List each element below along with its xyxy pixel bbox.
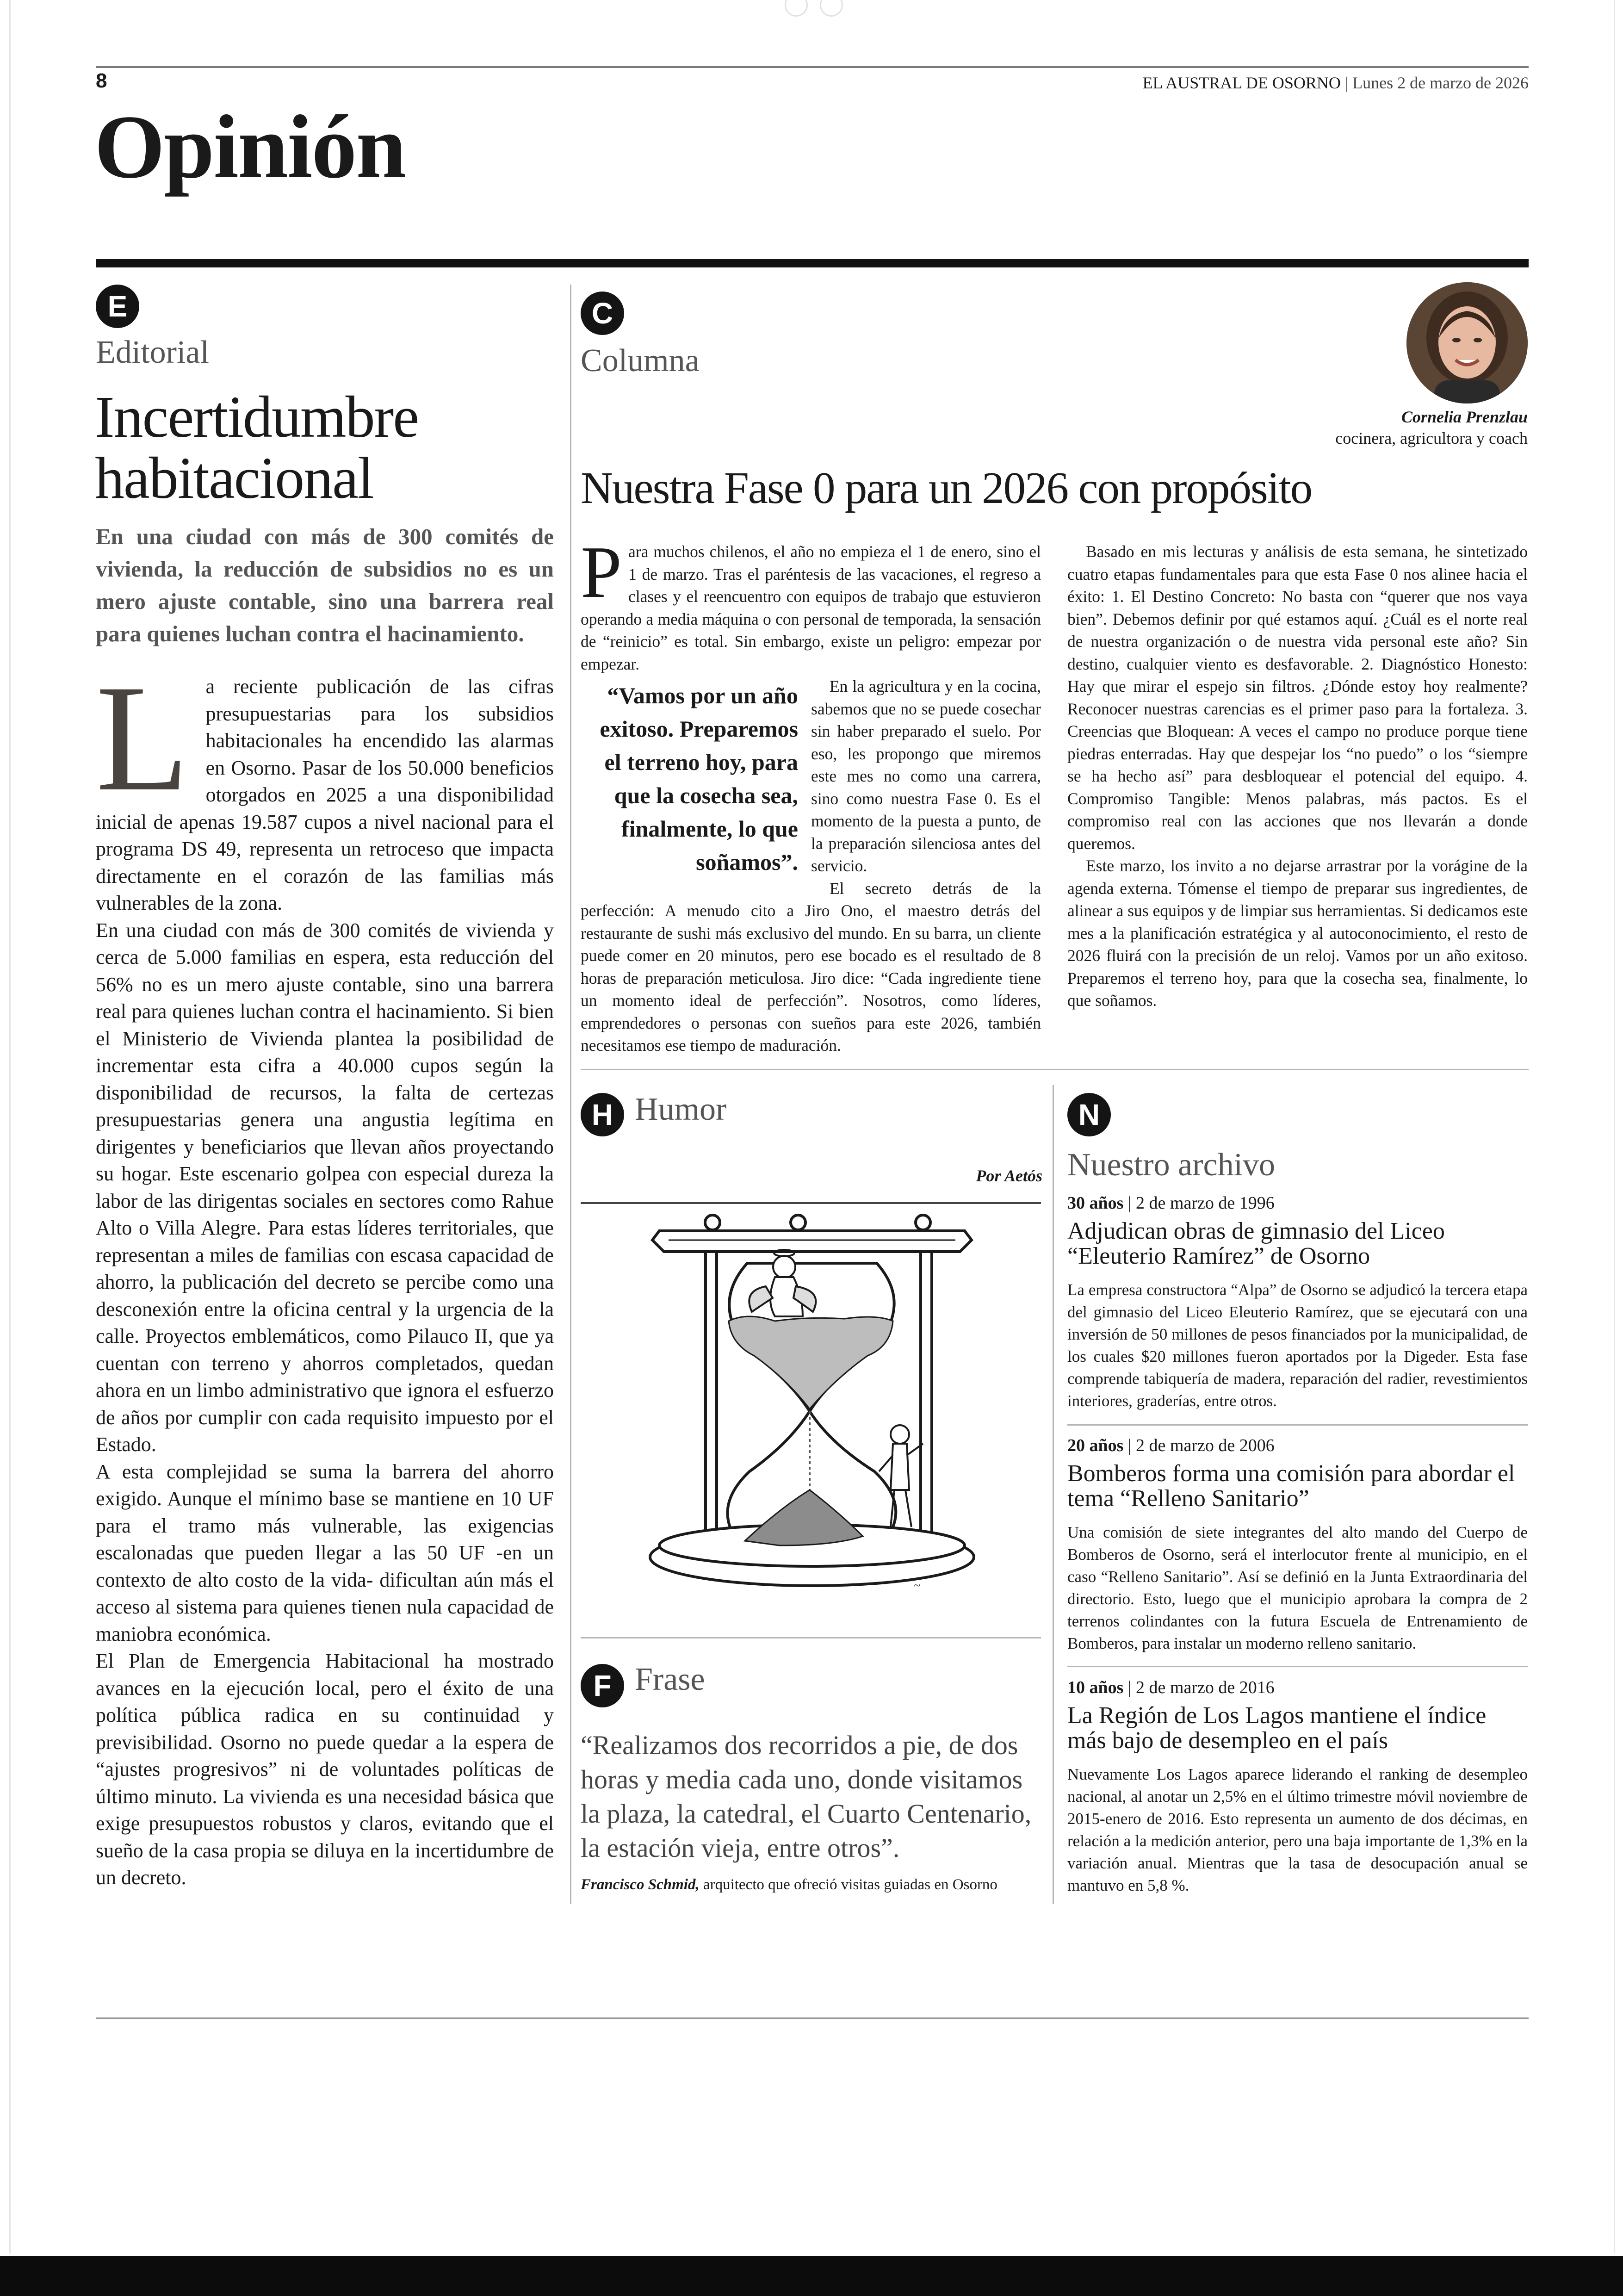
column-para-1-text: ara muchos chilenos, el año no empieza el 1 de enero, sino el 1 de marzo. Tras el paréntesis de las vacaciones, el regreso a clases y el reencuentro con equipos de trabajo que estuvieron operando a media máquina o con personal de temporada, la sensación de “reinicio” es total. Sin embargo, existe un peligro: empezar por empezar. — [581, 542, 1041, 673]
column-badge: C — [581, 292, 624, 335]
archive-item-1-headline: Adjudican obras de gimnasio del Liceo “Eleuterio Ramírez” de Osorno — [1067, 1218, 1445, 1269]
svg-text:~: ~ — [914, 1579, 921, 1592]
author-portrait-icon — [1406, 282, 1528, 403]
editorial-title — [95, 386, 418, 509]
archive-item-3 — [1067, 1677, 1528, 1897]
author-role: cocinera, agricultora y coach — [1335, 429, 1528, 447]
archive-item-3-text: Nuevamente Los Lagos aparece liderando el ranking de desempleo nacional, al anotar un 2,5% en el último trimestre móvil noviembre de 2015-enero de 2016. Esto representa un aumento de dos décimas, en relación a la medición anterior, pero una baja importante de 1,3% en la variación anual. Mientras que la tasa de desocupación anual se mantuvo en 5,8 %. — [1067, 1765, 1528, 1894]
archive-item-2-date — [1067, 1435, 1528, 1456]
archive-badge: N — [1067, 1093, 1111, 1136]
column-para-2: En la agricultura y en la cocina, sabemos que no se puede cosechar sin haber preparado el suelo. Por eso, les propongo que miremos este mes no como una carrera, sino como nuestra Fase 0. Es el momento de la puesta a punto, de la preparación silenciosa antes del servicio. — [811, 677, 1041, 875]
header-top-rule — [96, 66, 1529, 68]
viewer-dot-left — [785, 0, 808, 17]
masthead — [1143, 73, 1529, 93]
editorial-column-divider — [570, 285, 571, 1904]
archive-item-3-years: 10 años — [1067, 1678, 1124, 1697]
page-edge-left — [9, 0, 11, 2253]
column-para-5: Este marzo, los invito a no dejarse arrastrar por la vorágine de la agenda externa. Tómense el tiempo de preparar sus ingredientes, de alinear a sus equipos y de limpiar sus herramientas. Si dedicamos este mes a la planificación estratégica y al autoconocimiento, el resto de 2026 fluirá con la precisión de un reloj. Vamos por un año exitoso. Preparemos el terreno hoy, para que la cosecha sea, finalmente, lo que soñamos. — [1067, 856, 1528, 1010]
author-photo — [1406, 282, 1528, 403]
column-drop-cap: P — [581, 531, 622, 613]
archive-item-2-headline: Bomberos forma una comisión para abordar el tema “Relleno Sanitario” — [1067, 1460, 1515, 1512]
editorial-lead: En una ciudad con más de 300 comités de vivienda, la reducción de subsidios no es un mero ajuste contable, sino una barrera real para quienes luchan contra el hacinamiento. — [96, 524, 554, 646]
frase-quote: “Realizamos dos recorridos a pie, de dos horas y media cada uno, donde visitamos la plaza, la catedral, el Cuarto Centenario, la estación vieja, entre otros”. — [581, 1730, 1032, 1863]
editorial-badge: E — [96, 285, 139, 328]
column-title: Nuestra Fase 0 para un 2026 con propósito — [581, 463, 1312, 513]
editorial-para-1 — [96, 654, 554, 917]
column-para-1 — [581, 531, 1041, 675]
column-bottom-rule — [581, 1069, 1529, 1070]
archive-item-2-date-text: 2 de marzo de 2006 — [1136, 1436, 1275, 1455]
page-edge-right — [1614, 0, 1615, 2253]
archive-item-3-date-text: 2 de marzo de 2016 — [1136, 1678, 1275, 1697]
frase-author: Francisco Schmid, — [581, 1876, 700, 1893]
page-number: 8 — [96, 69, 107, 92]
archive-item-1-text: La empresa constructora “Alpa” de Osorno se adjudicó la tercera etapa del gimnasio del Liceo Eleuterio Ramírez, que se ejecutará con una inversión de 50 millones de pesos financiados por la municipalidad, de los cuales $20 millones fueron aportados por la Digeder. Esta fase comprende tabiquería de madera, reparación del radier, revestimientos interiores, graderías, entre otros. — [1067, 1281, 1528, 1410]
humor-cartoon — [641, 1212, 983, 1610]
header-thick-rule — [96, 259, 1529, 267]
archive-item-1-date-text: 2 de marzo de 1996 — [1136, 1193, 1275, 1213]
archive-item-3-date — [1067, 1677, 1528, 1698]
humor-bottom-rule — [581, 1637, 1041, 1638]
editorial-label: Editorial — [96, 335, 209, 370]
masthead-separator: | — [1340, 74, 1353, 92]
archive-item-2-text: Una comisión de siete integrantes del alto mando del Cuerpo de Bomberos de Osorno, será el interlocutor frente al municipio, en el caso “Relleno Sanitario”. Así se definió en la Junta Extraordinaria del directorio. Esto, luego que el municipio aprobara la compra de 2 terrenos colindantes con la futura Escuela de Entrenamiento de Bomberos, para instalar un moderno relleno sanitario. — [1067, 1523, 1528, 1652]
humor-archive-divider — [1053, 1085, 1054, 1904]
editorial-para-2: En una ciudad con más de 300 comités de vivienda y cerca de 5.000 familias en espera, esta reducción del 56% no es un mero ajuste contable, sino una barrera real para quienes luchan contra el hacinamiento. Si bien el Ministerio de Vivienda plantea la posibilidad de incrementar esta cifra a 40.000 cupos según la disponibilidad de recursos, la falta de certezas presupuestarias genera una angustia legítima en dirigentes y beneficiarios que llevan años proyectando su hogar. Este escenario golpea con especial dureza la labor de las dirigentas sociales en sectores como Rahue Alto o Villa Alegre. Para estas líderes territoriales, que representan a miles de familias con escasa capacidad de ahorro, la publicación del decreto se percibe como una desconexión entre la oficina central y la urgencia de la calle. Proyectos emblemáticos, como Pilauco II, que ya cuentan con terreno y ahorros completados, quedan ahora en un limbo administrativo que ignora el esfuerzo de años por cumplir con cada requisito impuesto por el Estado. — [96, 918, 554, 1456]
editorial-title-line2: habitacional — [95, 445, 373, 511]
editorial-title-line1: Incertidumbre — [95, 384, 418, 450]
humor-label: Humor — [635, 1092, 727, 1127]
column-label: Columna — [581, 343, 700, 379]
column-para-3: El secreto detrás de la perfección: A menudo cito a Jiro Ono, el maestro detrás del restaurante de sushi más exclusivo del mundo. En su barra, un cliente puede comer en 20 minutos, pero ese bocado es el resultado de 8 horas de preparación meticulosa. Jiro dice: “Cada ingrediente tiene un momento ideal de perfección”. Nosotros, como líderes, emprendedores o personas con sueños para este 2026, también necesitamos ese tiempo de maduración. — [581, 879, 1041, 1055]
archive-item-2 — [1067, 1435, 1528, 1655]
archive-item-3-separator: | — [1123, 1678, 1136, 1697]
editorial-drop-cap: L — [96, 654, 189, 823]
archive-item-1 — [1067, 1193, 1528, 1412]
viewer-dot-right — [820, 0, 843, 17]
column-body-right — [1067, 540, 1528, 1012]
archive-rule-2 — [1067, 1666, 1528, 1667]
humor-badge: H — [581, 1093, 624, 1136]
archive-item-3-headline: La Región de Los Lagos mantiene el índice más bajo de desempleo en el país — [1067, 1702, 1487, 1754]
archive-item-2-separator: | — [1123, 1436, 1136, 1455]
column-para-4: Basado en mis lecturas y análisis de esta semana, he sintetizado cuatro etapas fundamentales para que esta Fase 0 nos alinee hacia el éxito: 1. El Destino Concreto: No basta con “querer que nos vaya bien”. Debemos definir por qué estamos aquí. ¿Cuál es el norte real de nuestra organización o de nuestra vida personal este año? Sin destino, cualquier viento es desfavorable. 2. Diagnóstico Honesto: Hay que mirar el espejo sin filtros. ¿Dónde estoy hoy realmente? Reconocer nuestras carencias es el primer paso para la fortaleza. 3. Creencias que Bloquean: A veces el campo no produce porque tiene piedras enterradas. Hay que despejar los “no puedo” o los “siempre se ha hecho así” para desbloquear el potencial del equipo. 4. Compromiso Tangible: Menos palabras, más pactos. Es el compromiso real con las acciones que nos llevarán a donde queremos. — [1067, 542, 1528, 853]
humor-rule — [581, 1202, 1041, 1204]
editorial-para-3: A esta complejidad se suma la barrera del ahorro exigido. Aunque el mínimo base se mantiene en 10 UF para el tramo más vulnerable, las exigencias escalonadas que pueden llegar a las 50 UF -en un contexto de alto costo de la vida- dificultan aún más el acceso al sistema para quienes tienen nula capacidad de maniobra económica. — [96, 1460, 554, 1645]
editorial-para-1-text: a reciente publicación de las cifras presupuestarias para los subsidios habitacionales ha encendido las alarmas en Osorno. Pasar de los 50.000 beneficios otorgados en 2025 a una disponibilidad inicial de apenas 19.587 cupos a nivel nacional para el programa DS 49, representa un retroceso que impacta directamente en el corazón de las familias más vulnerables de la zona. — [96, 675, 554, 914]
page-bottom-rule — [96, 2017, 1529, 2019]
archive-item-2-years: 20 años — [1067, 1436, 1124, 1455]
frase-author-role: arquitecto que ofreció visitas guiadas en Osorno — [703, 1876, 997, 1893]
archive-rule-1 — [1067, 1424, 1528, 1426]
author-name: Cornelia Prenzlau — [1401, 408, 1528, 426]
frase-attribution — [581, 1876, 1043, 1893]
archive-item-1-separator: | — [1123, 1193, 1136, 1213]
archive-item-1-date — [1067, 1193, 1528, 1213]
frase-label: Frase — [635, 1662, 705, 1697]
archive-item-1-years: 30 años — [1067, 1193, 1124, 1213]
frase-badge: F — [581, 1664, 624, 1707]
newspaper-name: EL AUSTRAL DE OSORNO — [1142, 74, 1341, 92]
issue-date: Lunes 2 de marzo de 2026 — [1352, 74, 1529, 92]
column-body-left — [581, 531, 1041, 1057]
editorial-para-4: El Plan de Emergencia Habitacional ha mostrado avances en la ejecución local, pero el éxito de una política pública radica en su continuidad y previsibilidad. Osorno no puede quedar a la espera de “ajustes progresivos” ni de voluntades políticas de último minuto. La vivienda es una necesidad básica que exige presupuestos robustos y claros, evitando que el sueño de la casa propia se diluya en la incertidumbre de un decreto. — [96, 1650, 554, 1889]
humor-byline: Por Aetós — [976, 1167, 1042, 1185]
column-pullquote: “Vamos por un año exitoso. Preparemos el terreno hoy, para que la cosecha sea, finalmente, lo que soñamos”. — [600, 683, 798, 875]
editorial-body — [96, 654, 554, 1892]
section-title: Opinión — [94, 97, 406, 197]
archive-label: Nuestro archivo — [1067, 1147, 1276, 1183]
hourglass-cartoon-icon — [641, 1212, 983, 1610]
viewer-bottom-bar — [0, 2256, 1623, 2296]
